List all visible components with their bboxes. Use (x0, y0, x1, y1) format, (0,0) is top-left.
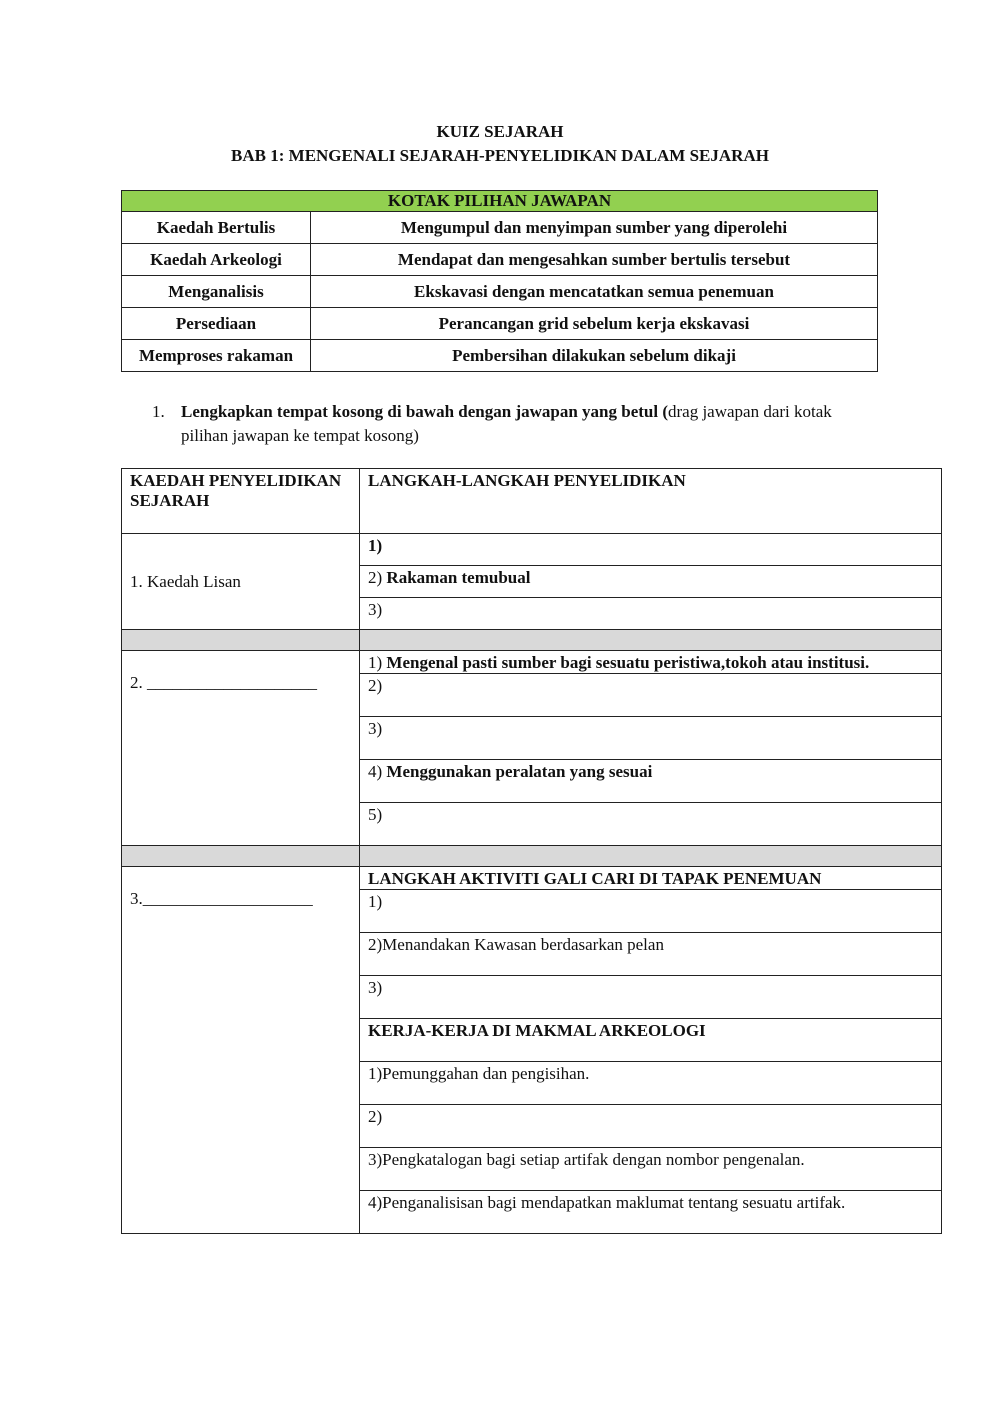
separator (122, 630, 360, 651)
drop-slot[interactable]: 5) (360, 803, 942, 846)
answer-choice[interactable]: Kaedah Arkeologi (122, 244, 311, 276)
drop-slot[interactable]: 1) (360, 890, 942, 933)
answer-choice[interactable]: Menganalisis (122, 276, 311, 308)
answer-box-heading: KOTAK PILIHAN JAWAPAN (122, 191, 878, 212)
answer-choice[interactable]: Pembersihan dilakukan sebelum dikaji (311, 340, 878, 372)
separator (360, 630, 942, 651)
drop-slot[interactable]: 3) (360, 717, 942, 760)
answer-choice[interactable]: Memproses rakaman (122, 340, 311, 372)
method-drop-slot-3[interactable]: 3.____________________ (122, 867, 360, 1234)
step-cell: 1)Pemunggahan dan pengisihan. (360, 1062, 942, 1105)
chapter-subtitle: BAB 1: MENGENALI SEJARAH-PENYELIDIKAN DALAM SEJARAH (231, 146, 769, 165)
answer-choice[interactable]: Ekskavasi dengan mencatatkan semua penemuan (311, 276, 878, 308)
answer-choice-box (121, 190, 878, 372)
question-instruction (152, 400, 872, 448)
col-header-steps: LANGKAH-LANGKAH PENYELIDIKAN (360, 469, 942, 534)
research-steps-table (121, 468, 942, 1234)
step-cell: 4) Menggunakan peralatan yang sesuai (360, 760, 942, 803)
drop-slot[interactable]: 1) (360, 534, 942, 566)
method-drop-slot-2[interactable]: 2. ____________________ (122, 651, 360, 846)
question-number: 1. (152, 402, 165, 421)
separator (122, 846, 360, 867)
drop-slot[interactable]: 3) (360, 598, 942, 630)
drop-slot[interactable]: 3) (360, 976, 942, 1019)
instruction-bold: Lengkapkan tempat kosong di bawah dengan jawapan yang betul ( (181, 402, 668, 421)
separator (360, 846, 942, 867)
step-cell: 4)Penganalisisan bagi mendapatkan maklumat tentang sesuatu artifak. (360, 1191, 942, 1234)
answer-choice[interactable]: Perancangan grid sebelum kerja ekskavasi (311, 308, 878, 340)
method-cell-lisan: 1. Kaedah Lisan (122, 534, 360, 630)
answer-choice[interactable]: Mengumpul dan menyimpan sumber yang diperolehi (311, 212, 878, 244)
instruction-normal: drag jawapan dari kotak pilihan jawapan ke tempat kosong) (181, 402, 832, 445)
answer-choice[interactable]: Persediaan (122, 308, 311, 340)
page-title: KUIZ SEJARAH (436, 122, 564, 141)
answer-choice[interactable]: Mendapat dan mengesahkan sumber bertulis tersebut (311, 244, 878, 276)
step-cell: 3)Pengkatalogan bagi setiap artifak dengan nombor pengenalan. (360, 1148, 942, 1191)
drop-slot[interactable]: 2) (360, 674, 942, 717)
answer-choice[interactable]: Kaedah Bertulis (122, 212, 311, 244)
step-cell: 2)Menandakan Kawasan berdasarkan pelan (360, 933, 942, 976)
lab-heading: KERJA-KERJA DI MAKMAL ARKEOLOGI (360, 1019, 942, 1062)
field-heading: LANGKAH AKTIVITI GALI CARI DI TAPAK PENEMUAN (360, 867, 942, 890)
step-cell: 2) Rakaman temubual (360, 566, 942, 598)
step-cell: 1) Mengenal pasti sumber bagi sesuatu peristiwa,tokoh atau institusi. (360, 651, 942, 674)
drop-slot[interactable]: 2) (360, 1105, 942, 1148)
col-header-method: KAEDAH PENYELIDIKAN SEJARAH (122, 469, 360, 534)
